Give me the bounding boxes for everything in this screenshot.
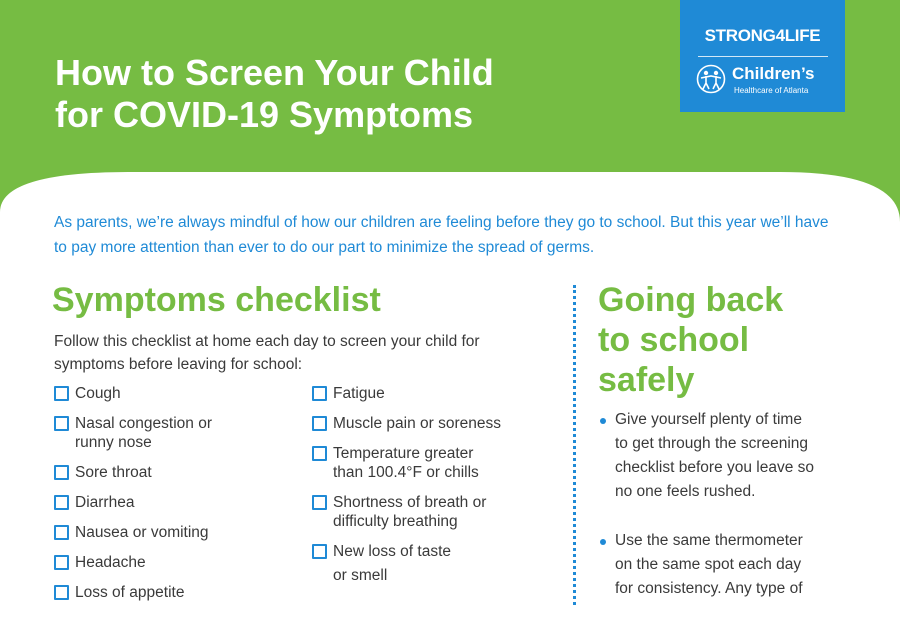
intro-paragraph: As parents, we’re always mindful of how our children are feeling before they go to school. But this year we’ll have to pay more attention than ever to do our part to minimize the spread of germs. [54, 214, 829, 256]
checklist-item: Loss of appetite [54, 583, 212, 613]
brand-logo [680, 0, 845, 112]
checkbox-icon [312, 495, 327, 510]
checkbox-icon [54, 495, 69, 510]
checkbox-icon [54, 416, 69, 431]
checkbox-icon [54, 465, 69, 480]
strong4life-logo-text: STRONG4LIFE [704, 26, 821, 45]
checklist-column-1 [54, 384, 212, 613]
column-divider [573, 285, 576, 605]
checkbox-icon [54, 525, 69, 540]
checkbox-icon [312, 446, 327, 461]
checklist-heading: Symptoms checklist [52, 281, 381, 319]
childrens-logo-text: Children’s [732, 64, 815, 83]
children-figures-icon [696, 64, 726, 94]
school-heading-line: Going back [598, 281, 784, 319]
checklist-lead: Follow this checklist at home each day to screen your child for symptoms before leaving for school: [54, 333, 480, 373]
checklist-item: Nasal congestion or runny nose [54, 414, 212, 463]
title-line: for COVID-19 Symptoms [55, 94, 474, 135]
checklist-item: Sore throat [54, 463, 212, 493]
checkbox-icon [54, 555, 69, 570]
checklist-item: Headache [54, 553, 212, 583]
checklist-item: Diarrhea [54, 493, 212, 523]
checklist-item: Shortness of breath or difficulty breathing [312, 493, 501, 542]
checkbox-icon [54, 585, 69, 600]
checkbox-icon [54, 386, 69, 401]
school-heading-line: to school [598, 321, 750, 359]
checklist-item: Muscle pain or soreness [312, 414, 501, 444]
title-line: How to Screen Your Child [55, 52, 494, 93]
school-tips-list [598, 408, 838, 626]
school-tip: Give yourself plenty of time to get through the screening checklist before you leave so no one feels rushed. [598, 408, 838, 504]
school-heading [598, 280, 783, 400]
checklist-item: Nausea or vomiting [54, 523, 212, 553]
checkbox-icon [312, 416, 327, 431]
childrens-logo-subtitle: Healthcare of Atlanta [734, 86, 809, 95]
checkbox-icon [312, 544, 327, 559]
page-title [55, 52, 494, 136]
checklist-column-2 [312, 384, 501, 591]
checklist-item: New loss of taste or smell [312, 542, 501, 591]
checklist-item: Cough [54, 384, 212, 414]
checklist-item: Fatigue [312, 384, 501, 414]
checkbox-icon [312, 386, 327, 401]
logo-divider [698, 56, 828, 57]
school-heading-line: safely [598, 361, 695, 399]
checklist-item: Temperature greater than 100.4°F or chills [312, 444, 501, 493]
school-tip: Use the same thermometer on the same spot each day for consistency. Any type of [598, 529, 838, 601]
